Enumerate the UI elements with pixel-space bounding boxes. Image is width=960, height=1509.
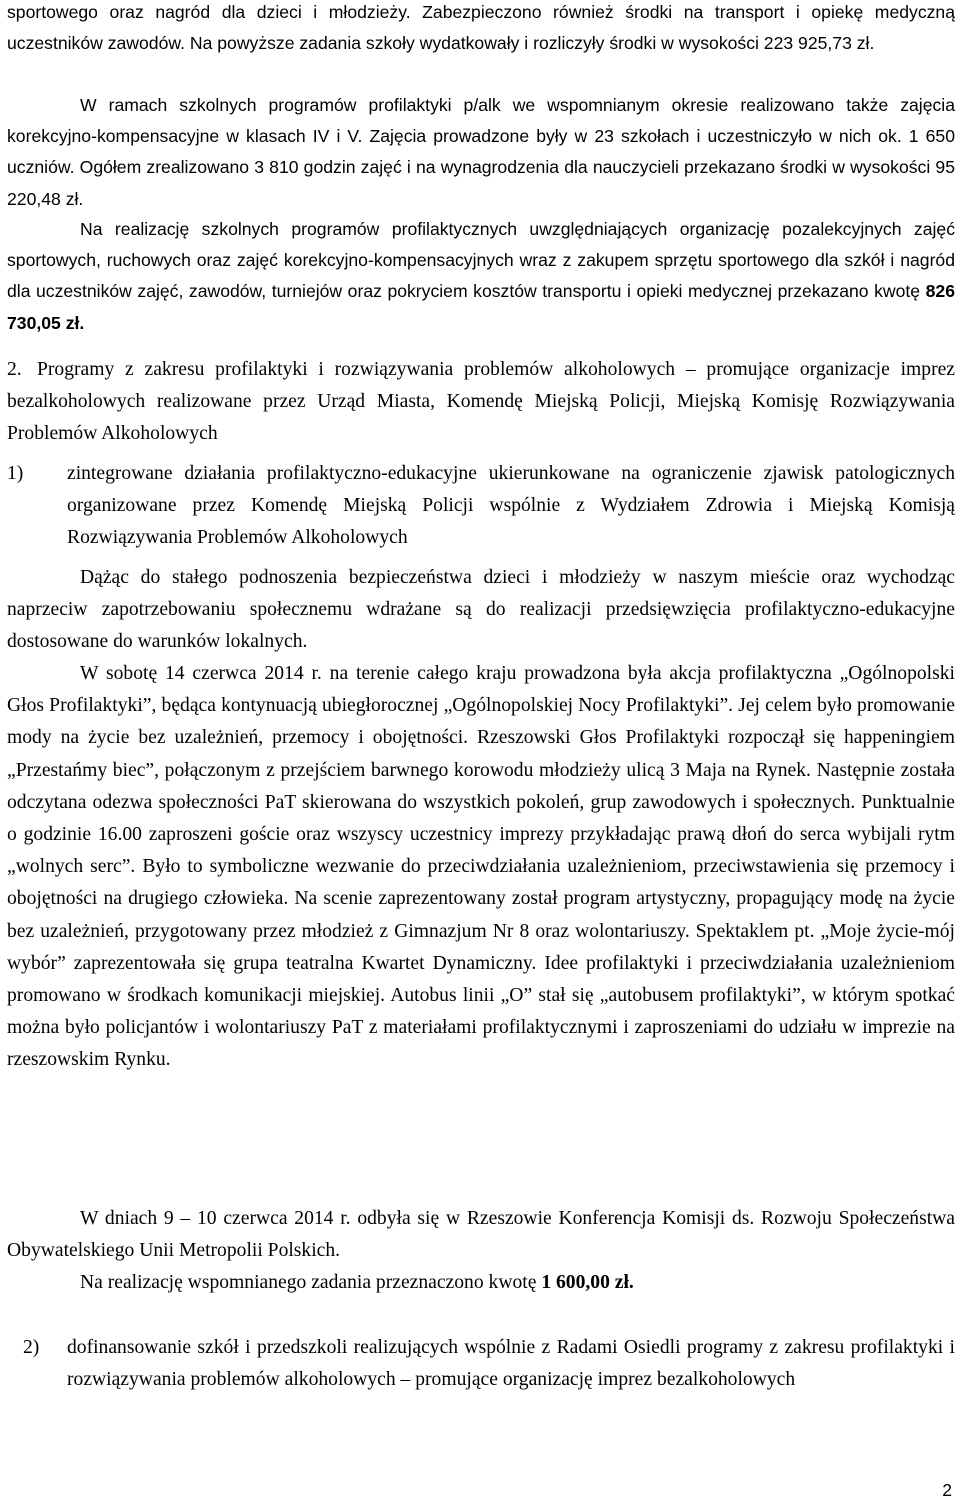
paragraph-text: Na realizację wspomnianego zadania przeznaczono kwotę: [80, 1272, 537, 1293]
paragraph-schools-funds: [7, 0, 955, 59]
paragraph-text: W ramach szkolnych programów profilaktyki p/alk we wspomnianym okresie realizowano także zajęcia korekcyjno-kompensacyjne w klasach IV i V. Zajęcia prowadzone były w 23 szkołach i uczestniczyło w nich ok. 1 650 uczniów. Ogółem zrealizowano 3 810 godzin zajęć i na wynagrodzenia dla nauczycieli przekazano środki w wysokości 95 220,48 zł.: [7, 95, 955, 209]
list-item-text: dofinansowanie szkół i przedszkoli realizujących wspólnie z Radami Osiedli programy z zakresu profilaktyki i rozwiązywania problemów alkoholowych – promujące organizację imprez bezalkoholowych: [67, 1337, 955, 1391]
paragraph-correction-classes: [7, 90, 955, 215]
amount-bold: 1 600,00 zł.: [541, 1272, 634, 1293]
section-text: Programy z zakresu profilaktyki i rozwiązywania problemów alkoholowych – promujące organizacje imprez bezalkoholowych realizowane przez Urząd Miasta, Komendę Miejską Policji, Miejską Komisję Rozwiązywania Problemów Alkoholowych: [7, 359, 955, 445]
paragraph-text: Na realizację szkolnych programów profilaktycznych uwzględniających organizację pozalekcyjnych zajęć sportowych, ruchowych oraz zajęć korekcyjno-kompensacyjnych wraz z zakupem sprzętu sportowego dla szkół i nagród dla uczestników zajęć, zawodów, turniejów oraz pokryciem kosztów transportu i opieki medycznej przekazano kwotę: [7, 219, 955, 302]
paragraph-voice-of-prevention: [7, 658, 955, 1077]
paragraph-conference-amount: [7, 1267, 955, 1299]
paragraph-school-programs-total: [7, 214, 955, 339]
list-item-2: [67, 1332, 955, 1396]
page-number: 2: [942, 1480, 952, 1500]
list-item-number: 2): [23, 1337, 40, 1358]
paragraph-conference: [7, 1203, 955, 1267]
paragraph-text: Dążąc do stałego podnoszenia bezpieczeństwa dzieci i młodzieży w naszym mieście oraz wychodząc naprzeciw zapotrzebowaniu społecznemu wdrażane są do realizacji przedsięwzięcia profilaktyczno-edukacyjne dostosowane do warunków lokalnych.: [7, 567, 955, 653]
paragraph-safety: [7, 562, 955, 659]
paragraph-text: sportowego oraz nagród dla dzieci i młodzieży. Zabezpieczono również środki na transport i opiekę medyczną uczestników zawodów. Na powyższe zadania szkoły wydatkowały i rozliczyły środki w wysokości 223 925,73 zł.: [7, 2, 955, 54]
section-2-heading: [7, 354, 955, 451]
paragraph-text: W sobotę 14 czerwca 2014 r. na terenie całego kraju prowadzona była akcja profilaktyczna „Ogólnopolski Głos Profilaktyki”, będąca kontynuacją ubiegłorocznej „Ogólnopolskiej Nocy Profilaktyki”. Jej celem było promowanie mody na życie bez uzależnień, przemocy i obojętności. Rzeszowski Głos Profilaktyki rozpoczął się happeningiem „Przestańmy biec”, połączonym z przejściem barwnego korowodu młodzieży ulicą 3 Maja na Rynek. Następnie została odczytana odezwa społeczności PaT skierowana do wszystkich pokoleń, grup zawodowych i społecznych. Punktualnie o godzinie 16.00 zaproszeni goście oraz wszyscy uczestnicy imprezy przykładając prawą dłoń do serca wybijali rytm „wolnych serc”. Było to symboliczne wezwanie do przeciwdziałania uzależnieniom, przeciwstawienia się przemocy i obojętności na drugiego człowieka. Na scenie zaprezentowany został program artystyczny, propagujący modę na życie bez uzależnień, przygotowany przez młodzież z Gimnazjum Nr 8 oraz wolontariuszy. Spektaklem pt. „Moje życie-mój wybór” zaprezentowała się grupa teatralna Kwartet Dynamiczny. Idee profilaktyki i przeciwdziałania uzależnieniom promowano w środkach komunikacji miejskiej. Autobus linii „O” stał się „autobusem profilaktyki”, w którym spotkać można było policjantów i wolontariuszy PaT z materiałami profilaktycznymi i zaproszeniami do udziału w imprezie na rzeszowskim Rynku.: [7, 663, 955, 1071]
amount-bold: 826 730,05 zł.: [7, 281, 955, 333]
paragraph-text: W dniach 9 – 10 czerwca 2014 r. odbyła się w Rzeszowie Konferencja Komisji ds. Rozwoju Społeczeństwa Obywatelskiego Unii Metropolii Polskich.: [7, 1208, 955, 1262]
list-item-1: [67, 458, 955, 555]
section-number: 2.: [7, 359, 22, 380]
list-item-number: 1): [7, 463, 24, 484]
list-item-text: zintegrowane działania profilaktyczno-edukacyjne ukierunkowane na ograniczenie zjawisk patologicznych organizowane przez Komendę Miejską Policji wspólnie z Wydziałem Zdrowia i Miejską Komisją Rozwiązywania Problemów Alkoholowych: [67, 463, 955, 549]
